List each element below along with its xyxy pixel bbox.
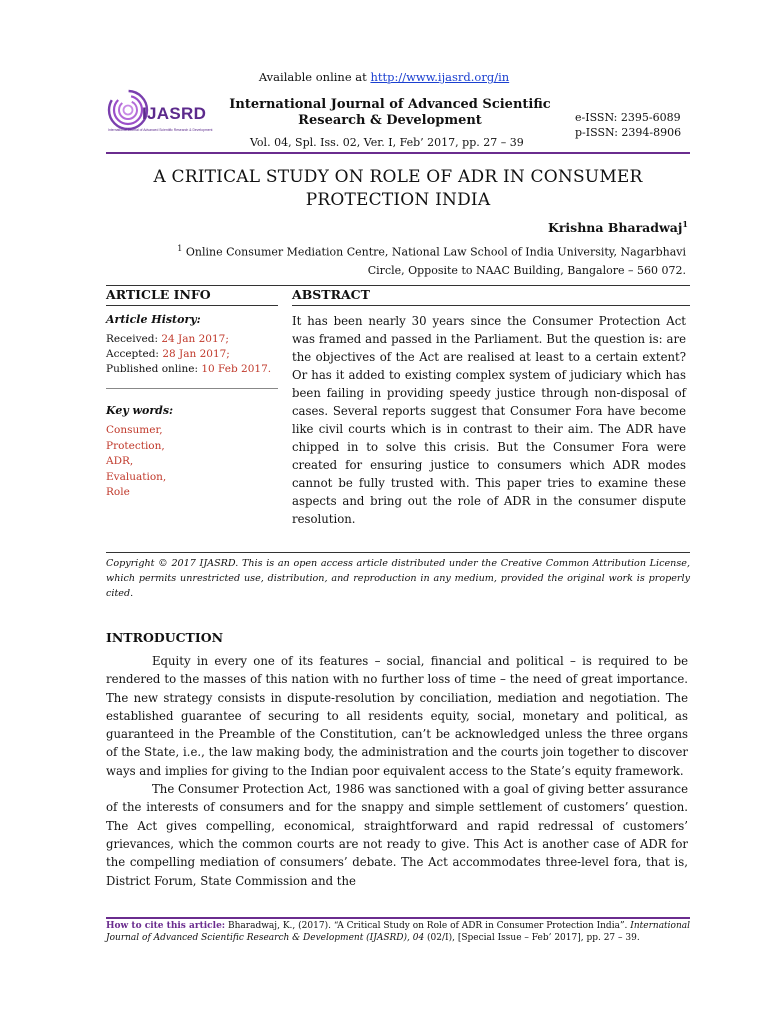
journal-title-line1: International Journal of Advanced Scientific — [229, 97, 551, 112]
introduction-body — [106, 652, 688, 890]
available-prefix: Available online at — [258, 70, 371, 84]
abstract-text: It has been nearly 30 years since the Consumer Protection Act was framed and passed in the Parliament. But the question is: are the objectives of the Act are realised at least to a certain extent? Or has it added to existing complex system of judiciary which has been failing in providing speedy justice through non-disposal of cases. Several reports suggest that Consumer Fora have become like civil courts which is in contrast to their aim. The ADR have chipped in to solve this crisis. But the Consumer Fora were created for ensuring justice to consumers which ADR modes cannot be fully trusted with. This paper tries to examine these aspects and bring out the role of ADR in the consumer dispute resolution. — [292, 314, 686, 526]
abstract-rule — [292, 305, 690, 306]
citation-label: How to cite this article: — [106, 921, 226, 931]
journal-logo — [106, 88, 226, 138]
journal-url-link[interactable]: http://www.ijasrd.org/in — [370, 70, 510, 84]
keywords-rule — [106, 388, 278, 389]
article-history — [106, 332, 271, 377]
keyword-item: ADR, — [106, 455, 134, 467]
accepted-label: Accepted: — [106, 348, 163, 360]
affil-line1: Online Consumer Mediation Centre, National Law School of India University, Nagarbhavi — [185, 245, 686, 259]
info-top-rule — [106, 285, 690, 286]
author-sup: 1 — [682, 219, 688, 229]
logo-subtext: International Journal of Advanced Scientific Research & Development — [108, 128, 213, 132]
abstract-heading: ABSTRACT — [292, 287, 370, 302]
logo-wordmark: IJASRD — [142, 104, 207, 123]
keywords-label: Key words: — [106, 404, 174, 417]
citation-journal: International Journal of Advanced Scientific Research & Development (IJASRD), 04 — [106, 921, 691, 943]
received-value: 24 Jan 2017; — [161, 333, 229, 345]
article-title-line1: A CRITICAL STUDY ON ROLE OF ADR IN CONSUMER — [153, 167, 643, 187]
author-name — [548, 219, 688, 235]
introduction-heading: INTRODUCTION — [106, 630, 224, 645]
journal-title-line2: Research & Development — [298, 113, 482, 128]
accepted-row — [106, 347, 271, 362]
volume-line: Vol. 04, Spl. Iss. 02, Ver. I, Feb’ 2017, pp. 27 – 39 — [250, 136, 524, 149]
article-title-line2: PROTECTION INDIA — [305, 190, 491, 210]
received-label: Received: — [106, 333, 162, 345]
published-row — [106, 362, 271, 377]
availability-line — [0, 70, 768, 84]
article-info-heading: ARTICLE INFO — [106, 287, 211, 302]
accepted-value: 28 Jan 2017; — [162, 348, 230, 360]
affil-line2: Circle, Opposite to NAAC Building, Bangalore – 560 072. — [367, 263, 686, 277]
header-divider — [106, 152, 690, 154]
keyword-item: Consumer, — [106, 424, 163, 436]
pissn: p-ISSN: 2394-8906 — [575, 126, 682, 139]
journal-title — [215, 97, 565, 129]
intro-paragraph-2: The Consumer Protection Act, 1986 was sanctioned with a goal of giving better assurance of the interests of consumers and for the snappy and simple settlement of customers’ question. The Act gives compelling, economical, straightforward and rapid redressal of customers’ grievances, which the common courts are not ready to give. This Act is another case of ADR for the compelling mediation of consumers’ debate. The Act accommodates three-level fora, that is, District Forum, State Commission and the — [106, 782, 688, 888]
author-text: Krishna Bharadwaj — [547, 220, 683, 236]
published-label: Published online: — [106, 363, 202, 375]
citation-text-1: Bharadwaj, K., (2017). “A Critical Study on Role of ADR in Consumer Protection India”. — [225, 921, 631, 931]
received-row — [106, 332, 271, 347]
intro-paragraph-1: Equity in every one of its features – social, financial and political – is required to be rendered to the masses of this nation with no further loss of time – the need of great importance. The new strategy consists in dispute-resolution by conciliation, mediation and negotiation. The established guarantee of securing to all residents equity, social, monetary and political, as guaranteed in the Preamble of the Constitution, can’t be acknowledged unless the three organs of the State, i.e., the law making body, the administration and the courts join together to discover ways and implies for giving to the Indian poor equivalent access to the State’s equity framework. — [106, 654, 688, 778]
author-affiliation — [106, 240, 686, 280]
citation-block — [106, 920, 690, 944]
keywords-list — [106, 423, 166, 501]
published-value: 10 Feb 2017. — [201, 363, 272, 375]
issn-block — [575, 110, 681, 140]
copyright-rule — [106, 552, 690, 553]
citation-text-2: (02/I), [Special Issue – Feb’ 2017], pp. 27 – 39. — [424, 933, 640, 943]
article-title — [106, 166, 690, 212]
keyword-item: Role — [106, 486, 130, 498]
copyright-notice: Copyright © 2017 IJASRD. This is an open access article distributed under the Creative Common Attribution License, which permits unrestricted use, distribution, and reproduction in any medium, provided the original work is properly cited. — [106, 558, 690, 599]
affil-sup: 1 — [177, 244, 183, 253]
eissn: e-ISSN: 2395-6089 — [575, 111, 681, 124]
article-info-rule — [106, 305, 278, 306]
citation-rule — [106, 917, 690, 919]
keyword-item: Evaluation, — [106, 470, 167, 483]
article-history-label: Article History: — [106, 313, 201, 326]
keyword-item: Protection, — [106, 439, 165, 452]
